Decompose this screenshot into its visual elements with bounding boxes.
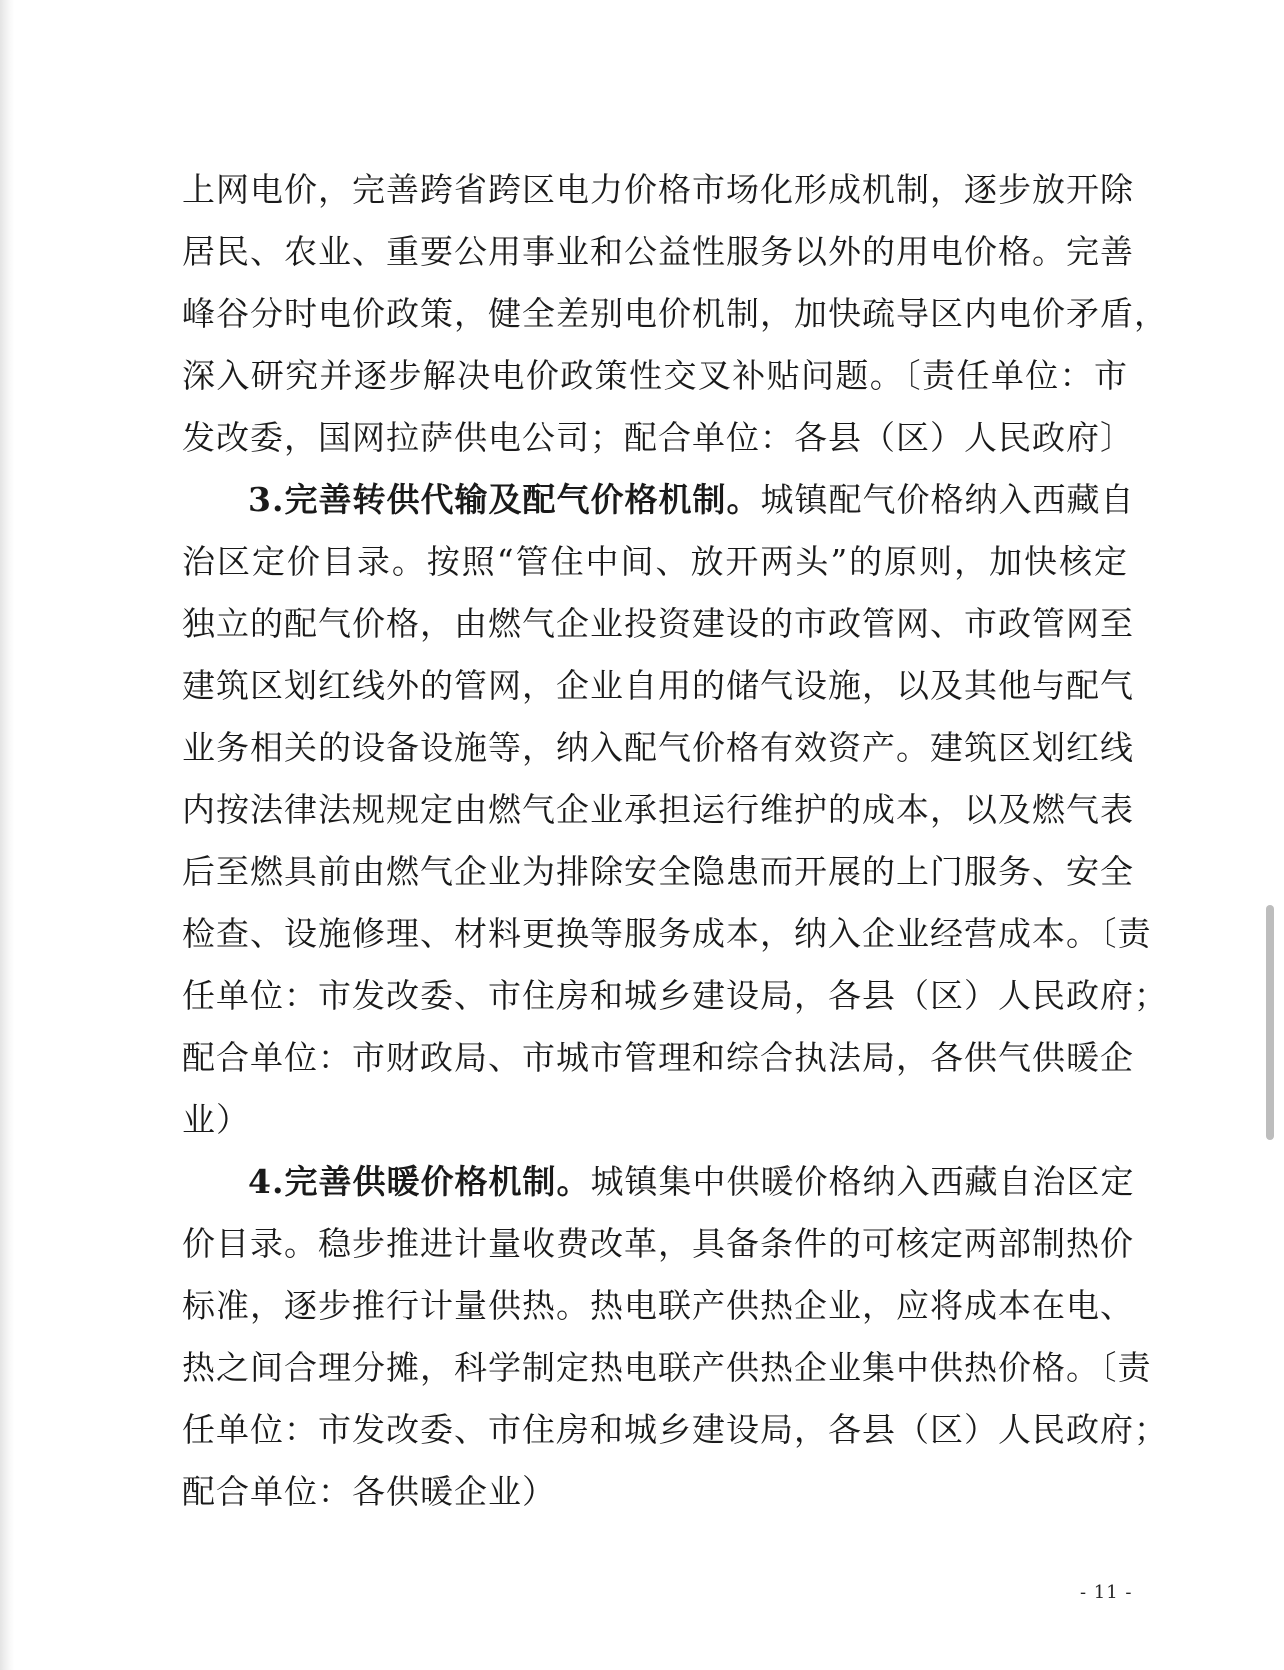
text-line: 标准，逐步推行计量供热。热电联产供热企业，应将成本在电、 <box>182 1286 1134 1325</box>
section-4-first-line <box>182 1151 1135 1213</box>
text-line: 任单位：市发改委、市住房和城乡建设局，各县（区）人民政府； <box>182 976 1168 1015</box>
text-line: 上网电价，完善跨省跨区电力价格市场化形成机制，逐步放开除 <box>182 170 1134 209</box>
text-line: 价目录。稳步推进计量收费改革，具备条件的可核定两部制热价 <box>182 1224 1134 1263</box>
page-left-edge-shadow <box>0 0 14 1670</box>
text-line: 后至燃具前由燃气企业为排除安全隐患而开展的上门服务、安全 <box>182 852 1134 891</box>
page-number: - 11 - <box>1080 1582 1133 1603</box>
text-line: 内按法律法规规定由燃气企业承担运行维护的成本，以及燃气表 <box>182 790 1134 829</box>
document-body <box>182 159 1168 1523</box>
section-3-first-line <box>182 469 1135 531</box>
text-line: 峰谷分时电价政策，健全差别电价机制，加快疏导区内电价矛盾， <box>182 294 1168 333</box>
section-3-heading: 3.完善转供代输及配气价格机制。 <box>248 480 761 519</box>
text-run: 城镇配气价格纳入西藏自 <box>760 480 1135 519</box>
section-4-heading: 4.完善供暖价格机制。 <box>248 1162 591 1201</box>
text-line: 检查、设施修理、材料更换等服务成本，纳入企业经营成本。〔责 <box>182 914 1152 953</box>
text-line: 独立的配气价格，由燃气企业投资建设的市政管网、市政管网至 <box>182 604 1134 643</box>
text-line: 配合单位：市财政局、市城市管理和综合执法局，各供气供暖企 <box>182 1038 1134 1077</box>
text-line: 居民、农业、重要公用事业和公益性服务以外的用电价格。完善 <box>182 232 1134 271</box>
text-line: 深入研究并逐步解决电价政策性交叉补贴问题。〔责任单位：市 <box>182 356 1128 395</box>
text-line: 任单位：市发改委、市住房和城乡建设局，各县（区）人民政府； <box>182 1410 1168 1449</box>
scrollbar-thumb[interactable] <box>1266 905 1274 1140</box>
text-line: 建筑区划红线外的管网，企业自用的储气设施，以及其他与配气 <box>182 666 1134 705</box>
text-run: 城镇集中供暖价格纳入西藏自治区定 <box>590 1162 1135 1201</box>
text-line: 配合单位：各供暖企业） <box>182 1472 556 1511</box>
text-line: 业务相关的设备设施等，纳入配气价格有效资产。建筑区划红线 <box>182 728 1134 767</box>
text-line: 治区定价目录。按照“管住中间、放开两头”的原则，加快核定 <box>182 542 1128 581</box>
text-line: 发改委，国网拉萨供电公司；配合单位：各县（区）人民政府〕 <box>182 418 1134 457</box>
text-line: 热之间合理分摊，科学制定热电联产供热企业集中供热价格。〔责 <box>182 1348 1152 1387</box>
text-line: 业） <box>182 1100 250 1139</box>
